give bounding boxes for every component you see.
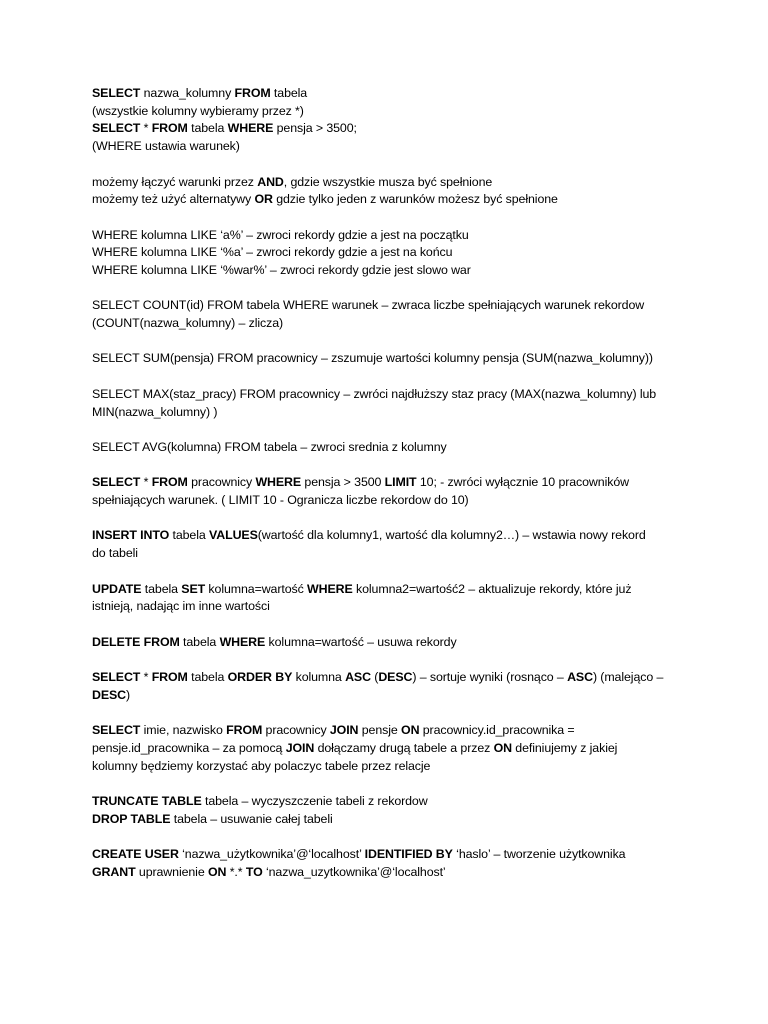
paragraph	[92, 669, 682, 704]
text-segment: ‘nazwa_uzytkownika’@‘localhost’	[262, 864, 446, 879]
paragraph	[92, 581, 682, 616]
paragraph	[92, 350, 682, 368]
sql-keyword: LIMIT	[384, 475, 417, 490]
paragraph	[92, 297, 682, 332]
text-segment: *	[140, 475, 152, 490]
sql-keyword: SELECT	[92, 475, 141, 490]
text-line	[92, 120, 682, 138]
sql-keyword: VALUES	[209, 528, 258, 543]
sql-keyword: FROM	[151, 475, 188, 490]
sql-keyword: UPDATE	[92, 581, 142, 596]
text-line	[92, 545, 682, 563]
text-segment: możemy też użyć alternatywy	[92, 192, 255, 207]
text-segment: 10; - zwróci wyłącznie 10 pracowników	[416, 475, 629, 490]
text-segment: *.*	[226, 864, 246, 879]
paragraph-gap	[92, 333, 682, 351]
sql-keyword: FROM	[234, 86, 271, 100]
text-segment: pracownicy.id_pracownika =	[419, 723, 575, 738]
sql-keyword: ON	[401, 723, 420, 738]
paragraph-gap	[92, 457, 682, 475]
paragraph-gap	[92, 510, 682, 528]
text-line	[92, 439, 682, 457]
text-segment: tabela – usuwanie całej tabeli	[170, 811, 333, 826]
text-line	[92, 191, 682, 209]
sql-keyword: WHERE	[307, 581, 353, 596]
text-line	[92, 527, 682, 545]
text-segment: tabela	[187, 670, 228, 685]
text-segment: nazwa_kolumny	[140, 86, 235, 100]
paragraph-gap	[92, 775, 682, 793]
text-segment: tabela – wyczyszczenie tabeli z rekordow	[201, 793, 428, 808]
text-segment: tabela	[179, 634, 220, 649]
sql-keyword: JOIN	[285, 740, 315, 755]
sql-keyword: DESC	[92, 687, 127, 702]
paragraph	[92, 634, 682, 652]
sql-keyword: WHERE	[219, 634, 266, 649]
text-line	[92, 687, 682, 705]
text-segment: pensja > 3500;	[273, 121, 357, 136]
paragraph	[92, 527, 682, 562]
text-segment: ) (malejąco –	[592, 670, 664, 685]
text-segment: do tabeli	[92, 546, 138, 561]
sql-keyword: DESC	[378, 670, 413, 685]
text-line	[92, 138, 682, 156]
text-segment: tabela	[141, 581, 182, 596]
text-segment: SELECT COUNT(id) FROM tabela WHERE warunek – zwraca liczbe spełniających warunek rekordow	[92, 298, 645, 313]
sql-keyword: SELECT	[92, 121, 141, 136]
text-segment: kolumna2=wartość2 – aktualizuje rekordy, które już	[352, 581, 632, 596]
text-segment: tabela	[270, 86, 308, 100]
text-segment: gdzie tylko jeden z warunków możesz być spełnione	[272, 192, 558, 207]
text-segment: ‘nazwa_użytkownika’@‘localhost’	[178, 847, 365, 862]
text-segment: kolumna=wartość – usuwa rekordy	[265, 634, 457, 649]
paragraph	[92, 174, 682, 209]
text-segment: tabela	[169, 528, 210, 543]
text-segment: imie, nazwisko	[140, 723, 227, 738]
sql-keyword: IDENTIFIED BY	[364, 847, 453, 862]
paragraph-gap	[92, 828, 682, 846]
paragraph-gap	[92, 280, 682, 298]
text-segment: definiujemy z jakiej	[511, 740, 618, 755]
text-segment: , gdzie wszystkie musza być spełnione	[283, 174, 493, 189]
sql-keyword: GRANT	[92, 864, 136, 879]
sql-keyword: SELECT	[92, 670, 141, 685]
sql-keyword: FROM	[226, 723, 263, 738]
text-line	[92, 581, 682, 599]
text-line	[92, 174, 682, 192]
sql-keyword: INSERT INTO	[92, 528, 170, 543]
text-segment: (COUNT(nazwa_kolumny) – zlicza)	[92, 316, 284, 331]
paragraph	[92, 793, 682, 828]
text-segment: (wszystkie kolumny wybieramy przez *)	[92, 103, 304, 118]
text-line	[92, 297, 682, 315]
text-segment: spełniających warunek. ( LIMIT 10 - Ogranicza liczbe rekordow do 10)	[92, 493, 469, 508]
sql-keyword: TO	[245, 864, 263, 879]
text-line	[92, 846, 682, 864]
paragraph-gap	[92, 651, 682, 669]
sql-keyword: SELECT	[92, 723, 141, 738]
text-segment: *	[140, 121, 152, 136]
text-line	[92, 404, 682, 422]
sql-keyword: ORDER BY	[227, 670, 293, 685]
text-segment: MIN(nazwa_kolumny) )	[92, 404, 218, 419]
text-segment: )	[126, 687, 131, 702]
text-segment: WHERE kolumna LIKE ‘%war%’ – zwroci rekordy gdzie jest slowo war	[92, 263, 471, 277]
text-segment: uprawnienie	[135, 864, 208, 879]
text-segment: tabela	[187, 121, 228, 136]
text-line	[92, 740, 682, 758]
sql-keyword: FROM	[151, 670, 188, 685]
text-segment: *	[140, 670, 152, 685]
text-line	[92, 758, 682, 776]
text-line	[92, 85, 682, 103]
document-page	[92, 85, 682, 881]
text-segment: (	[370, 670, 379, 685]
paragraph	[92, 386, 682, 421]
paragraph-gap	[92, 704, 682, 722]
text-segment: możemy łączyć warunki przez	[92, 174, 258, 189]
sql-keyword: FROM	[151, 121, 188, 136]
text-segment: dołączamy drugą tabele a przez	[314, 740, 494, 755]
text-segment: pensja > 3500	[301, 475, 385, 490]
sql-keyword: ASC	[345, 670, 371, 685]
text-segment: kolumna	[292, 670, 346, 685]
text-segment: WHERE kolumna LIKE ‘%a’ – zwroci rekordy gdzie a jest na końcu	[92, 245, 453, 260]
text-line	[92, 262, 682, 280]
sql-keyword: CREATE USER	[92, 847, 179, 862]
sql-keyword: SELECT	[92, 86, 141, 100]
text-line	[92, 492, 682, 510]
sql-keyword: SET	[181, 581, 206, 596]
text-line	[92, 244, 682, 262]
paragraph	[92, 227, 682, 280]
text-line	[92, 227, 682, 245]
text-segment: pensje.id_pracownika – za pomocą	[92, 740, 286, 755]
sql-keyword: WHERE	[227, 121, 274, 136]
sql-keyword: OR	[254, 192, 273, 207]
sql-keyword: DROP TABLE	[92, 811, 171, 826]
paragraph	[92, 439, 682, 457]
text-segment: (wartość dla kolumny1, wartość dla kolumny2…) – wstawia nowy rekord	[257, 528, 646, 543]
text-line	[92, 598, 682, 616]
text-line	[92, 669, 682, 687]
text-segment: ) – sortuje wyniki (rosnąco –	[412, 670, 568, 685]
text-line	[92, 793, 682, 811]
sql-keyword: ASC	[567, 670, 593, 685]
text-line	[92, 103, 682, 121]
paragraph-gap	[92, 368, 682, 386]
text-segment: pracownicy	[187, 475, 256, 490]
text-segment: kolumny będziemy korzystać aby polaczyc tabele przez relacje	[92, 758, 431, 773]
text-line	[92, 386, 682, 404]
sql-keyword: DELETE FROM	[92, 634, 180, 649]
text-segment: SELECT SUM(pensja) FROM pracownicy – zszumuje wartości kolumny pensja (SUM(nazwa_kolumny))	[92, 351, 653, 366]
text-segment: istnieją, nadając im inne wartości	[92, 599, 270, 614]
paragraph-gap	[92, 209, 682, 227]
paragraph	[92, 846, 682, 881]
text-line	[92, 864, 682, 882]
text-line	[92, 474, 682, 492]
text-line	[92, 811, 682, 829]
text-line	[92, 634, 682, 652]
sql-keyword: TRUNCATE TABLE	[92, 793, 202, 808]
text-line	[92, 315, 682, 333]
sql-keyword: JOIN	[329, 723, 359, 738]
paragraph-gap	[92, 421, 682, 439]
paragraph	[92, 474, 682, 509]
paragraph	[92, 722, 682, 775]
paragraph	[92, 85, 682, 156]
text-segment: pracownicy	[262, 723, 330, 738]
text-segment: kolumna=wartość	[205, 581, 308, 596]
paragraph-gap	[92, 156, 682, 174]
sql-keyword: ON	[493, 740, 512, 755]
sql-keyword: ON	[207, 864, 227, 879]
text-segment: WHERE kolumna LIKE ‘a%’ – zwroci rekordy gdzie a jest na początku	[92, 227, 469, 242]
paragraph-gap	[92, 563, 682, 581]
text-segment: SELECT AVG(kolumna) FROM tabela – zwroci srednia z kolumny	[92, 439, 447, 454]
sql-keyword: WHERE	[255, 475, 302, 490]
text-segment: SELECT MAX(staz_pracy) FROM pracownicy – zwróci najdłuższy staz pracy (MAX(nazwa_kolumny) lub	[92, 386, 657, 401]
sql-keyword: AND	[257, 174, 284, 189]
text-segment: pensje	[358, 723, 402, 738]
text-segment: ‘haslo’ – tworzenie użytkownika	[452, 847, 626, 862]
text-line	[92, 350, 682, 368]
text-segment: (WHERE ustawia warunek)	[92, 139, 240, 154]
text-line	[92, 722, 682, 740]
paragraph-gap	[92, 616, 682, 634]
